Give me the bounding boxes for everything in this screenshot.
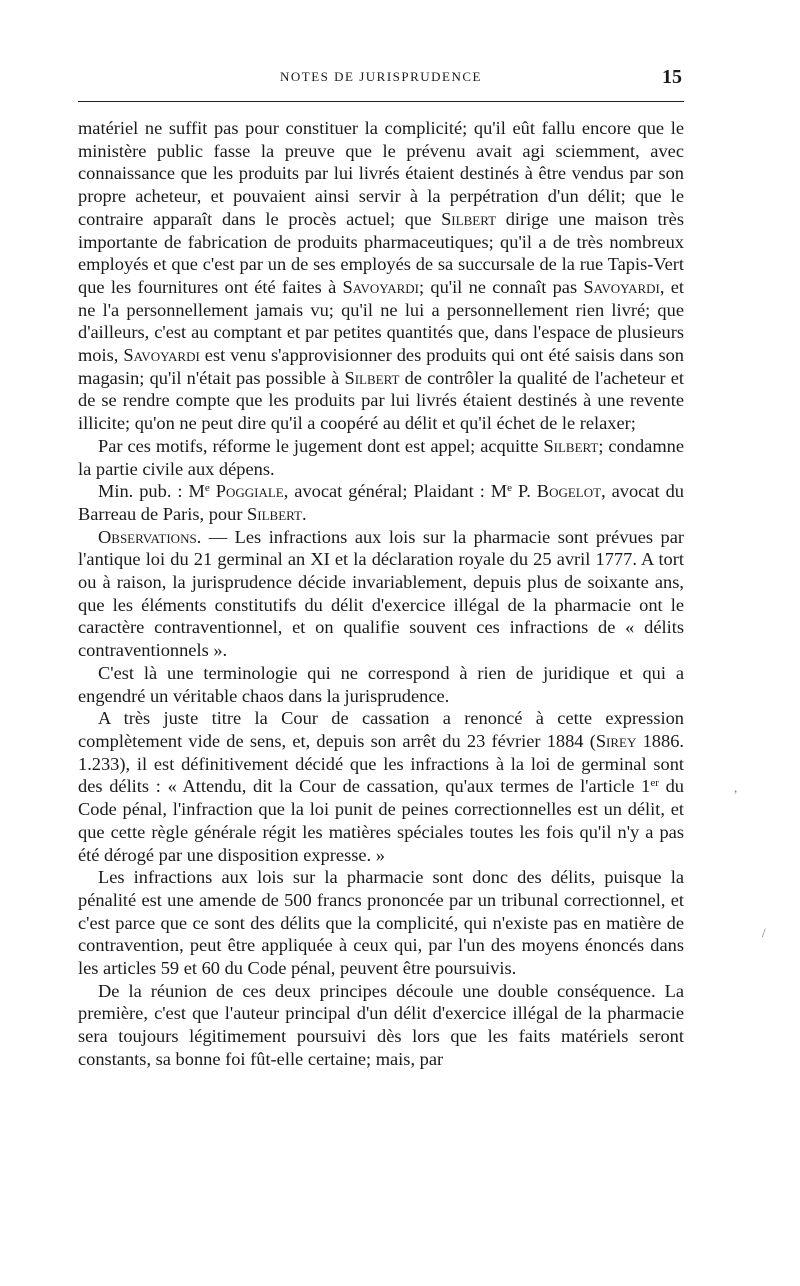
paragraph-parties: Min. pub. : Me Poggiale, avocat général; Plaidant : Me P. Bogelot, avocat du Barreau de Paris, pour Silbert. [78, 481, 684, 524]
body-text [78, 117, 684, 1071]
name-silbert: Silbert [344, 367, 400, 388]
paragraph-terminology: C'est là une terminologie qui ne correspond à rien de juridique et qui a engendré un véritable chaos dans la jurisprudence. [78, 662, 684, 706]
paragraph-consequences: De la réunion de ces deux principes découle une double conséquence. La première, c'est que l'auteur principal d'un délit d'exercice illégal de la pharmacie sera toujours légitimement poursuivi dès lors que les faits matériels seront constants, sa bonne foi fût-elle certaine; mais, par [78, 980, 684, 1069]
paragraph-judgment: Par ces motifs, réforme le jugement dont est appel; acquitte Silbert; condamne la partie civile aux dépens. [78, 435, 685, 479]
name-savoyardi: Savoyardi [342, 276, 419, 297]
header-rule [78, 101, 684, 102]
name-silbert: Silbert [247, 503, 302, 524]
observations-heading: Observations [98, 526, 197, 547]
name-bogelot: Bogelot [536, 481, 602, 502]
page-number: 15 [662, 66, 682, 88]
page-header [78, 66, 684, 96]
running-head: NOTES DE JURISPRUDENCE [279, 69, 482, 84]
name-savoyardi: Savoyardi [123, 345, 200, 366]
margin-mark: / [762, 925, 766, 940]
name-silbert: Silbert [441, 208, 497, 229]
name-poggiale: Poggiale [215, 481, 284, 502]
name-silbert: Silbert [543, 435, 599, 456]
paragraph-observations: Observations. — Les infractions aux lois sur la pharmacie sont prévues par l'antique loi du 21 germinal an XI et la déclaration royale du 25 avril 1777. A tort ou à raison, la jurisprudence décide invariablement, depuis plus de soixante ans, que les éléments constitutifs du délit d'exercice illégal de la pharmacie ont le caractère contraventionnel, et on qualifie souvent ces infractions de « délits contraventionnels ». [78, 526, 684, 661]
paragraph-infractions: Les infractions aux lois sur la pharmacie sont donc des délits, puisque la pénalité est une amende de 500 francs prononcée par un tribunal correctionnel, et c'est parce que ce sont des délits que la complicité, qui n'existe pas en matière de contravention, peut être appliquée à ceux qui, par l'un des moyens énoncés dans les articles 59 et 60 du Code pénal, peuvent être poursuivis. [78, 867, 684, 979]
paragraph-continuation: matériel ne suffit pas pour constituer la complicité; qu'il eût fallu encore que le ministère public fasse la preuve que le prévenu avait agi sciemment, avec connaissance que les produits par lui livrés étaient destinés à être vendus par son propre acheteur, et pouvaient ainsi servir à la perpétration d'un délit; que le contraire apparaît dans le procès actuel; que Silbert dirige une maison très importante de fabrication de produits pharmaceutiques; qu'il a de très nombreux employés et que c'est par un de ses employés de sa succursale de la rue Tapis-Vert que les fournitures ont été faites à Savoyardi; qu'il ne connaît pas Savoyardi, et ne l'a personnellement jamais vu; qu'il ne lui a personnellement rien livré; que d'ailleurs, c'est au comptant et par petites quantités que, dans l'espace de plusieurs mois, Savoyardi est venu s'approvisionner des produits qui ont été saisis dans son magasin; qu'il n'était pas possible à Silbert de contrôler la qualité de l'acheteur et de se rendre compte que les produits par lui livrés étaient destinés à une revente illicite; qu'on ne peut dire qu'il a coopéré au délit et qu'il échet de le relaxer; [78, 118, 685, 434]
name-savoyardi: Savoyardi [583, 276, 660, 297]
paragraph-cassation: A très juste titre la Cour de cassation a renoncé à cette expression complètement vide de sens, et, depuis son arrêt du 23 février 1884 (Sirey 1886. 1.233), il est définitivement décidé que les infractions à la loi de germinal sont des délits : « Attendu, dit la Cour de cassation, qu'aux termes de l'article 1er du Code pénal, l'infraction que la loi punit de peines correctionnelles est un délit, et que cette règle générale régit les matières spéciales toutes les fois qu'il n'y a pas été dérogé par une disposition expresse. » [78, 708, 684, 865]
name-sirey: Sirey [595, 730, 637, 751]
margin-mark: , [734, 780, 738, 795]
